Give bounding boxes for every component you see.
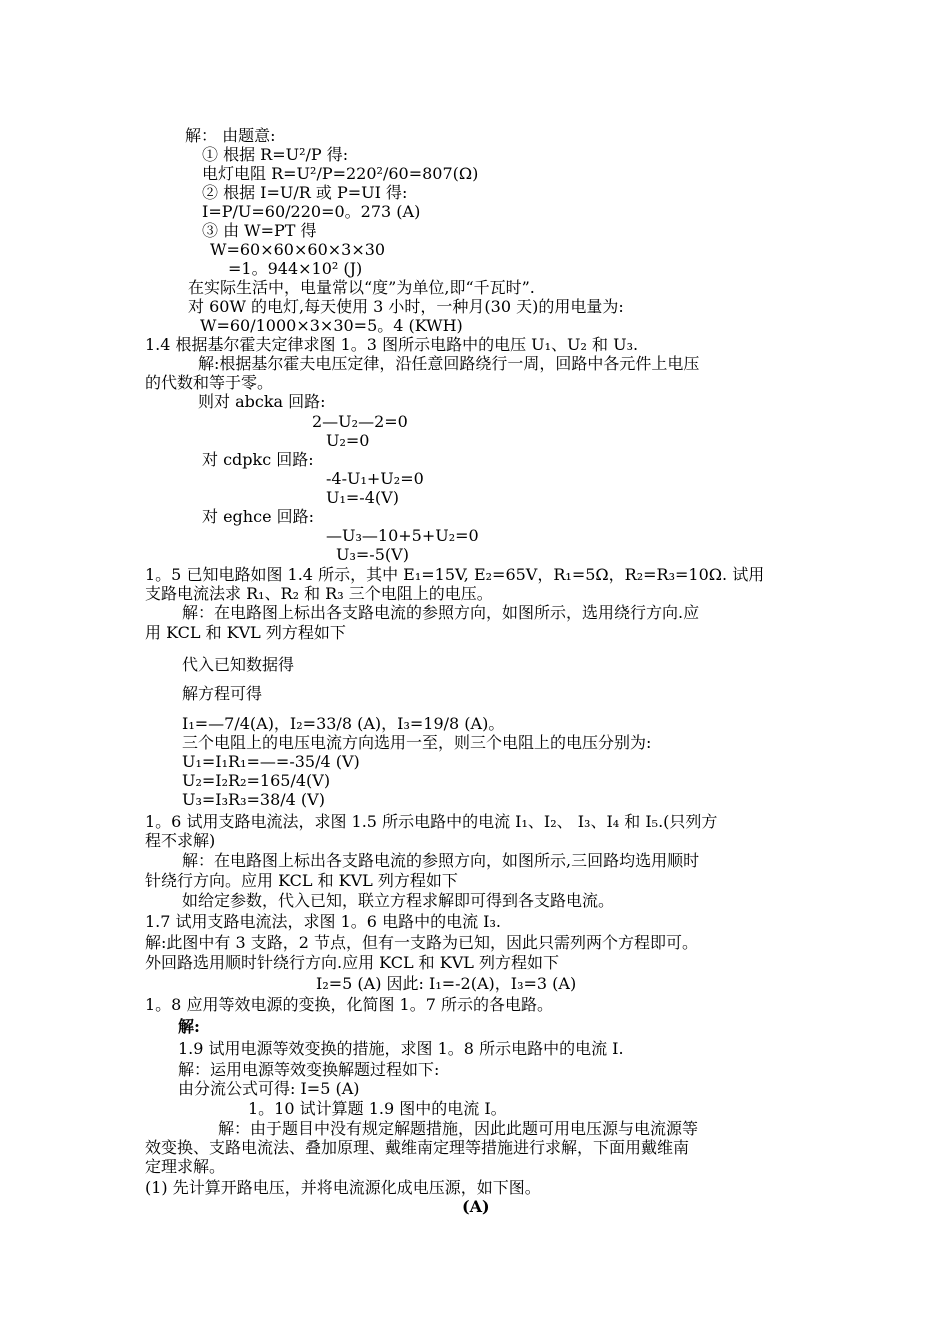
equation: U₁=I₁R₁=—=-35/4 (V) [182,752,360,771]
equation: 2—U₂—2=0 [312,412,408,431]
text-line: ② 根据 I=U/R 或 P=UI 得: [202,183,408,202]
text-line: 支路电流法求 R₁、R₂ 和 R₃ 三个电阻上的电压。 [145,584,493,603]
text-line: 对 60W 的电灯,每天使用 3 小时，一种月(30 天)的用电量为: [188,297,624,316]
equation: U₂=0 [326,431,370,450]
equation: -4-U₁+U₂=0 [326,469,424,488]
solution-label: 解: [178,1017,200,1036]
equation: U₃=-5(V) [336,545,409,564]
problem-heading: 1.4 根据基尔霍夫定律求图 1。3 图所示电路中的电压 U₁、U₂ 和 U₃. [145,335,639,354]
text-line: 在实际生活中，电量常以“度”为单位,即“千瓦时”. [188,278,535,297]
problem-heading: 1。5 已知电路如图 1.4 所示，其中 E₁=15V, E₂=65V，R₁=5Ω，R₂=R₃=10Ω. 试用 [145,565,765,584]
text-line: 针绕行方向。应用 KCL 和 KVL 列方程如下 [145,871,458,890]
text-line: ③ 由 W=PT 得 [202,221,317,240]
equation: U₂=I₂R₂=165/4(V) [182,771,331,790]
text-line: 解:根据基尔霍夫电压定律，沿任意回路绕行一周，回路中各元件上电压 [198,354,700,373]
text-line: I=P/U=60/220=0。273 (A) [202,202,421,221]
figure-label: (A) [462,1197,490,1216]
text-line: 解方程可得 [182,684,263,703]
text-line: 外回路选用顺时针绕行方向.应用 KCL 和 KVL 列方程如下 [145,953,559,972]
text-line: 解：由于题目中没有规定解题措施，因此此题可用电压源与电流源等 [218,1119,699,1138]
equation: U₁=-4(V) [326,488,399,507]
text-line: 三个电阻上的电压电流方向选用一至，则三个电阻上的电压分别为: [182,733,652,752]
text-line: ① 根据 R=U²/P 得: [202,145,349,164]
equation: —U₃—10+5+U₂=0 [326,526,479,545]
problem-heading: 1.7 试用支路电流法，求图 1。6 电路中的电流 I₃. [145,912,501,931]
text-line: 由分流公式可得: I=5 (A) [178,1079,360,1098]
text-line: 用 KCL 和 KVL 列方程如下 [145,623,346,642]
text-line: 定理求解。 [145,1157,226,1176]
text-line: 解：在电路图上标出各支路电流的参照方向，如图所示,三回路均选用顺时 [182,851,700,870]
text-line: 程不求解) [145,831,216,850]
problem-heading: 1。6 试用支路电流法，求图 1.5 所示电路中的电流 I₁、I₂、 I₃、I₄ 和 I₅.(只列方 [145,812,718,831]
text-line: 电灯电阻 R=U²/P=220²/60=807(Ω) [202,164,479,183]
problem-heading: 1。10 试计算题 1.9 图中的电流 I。 [248,1099,507,1118]
text-line: 解：运用电源等效变换解题过程如下: [178,1060,440,1079]
text-line: =1。944×10² (J) [228,259,363,278]
problem-heading: 1.9 试用电源等效变换的措施，求图 1。8 所示电路中的电流 I. [178,1039,624,1058]
text-line: 则对 abcka 回路: [198,392,326,411]
problem-heading: 1。8 应用等效电源的变换，化简图 1。7 所示的各电路。 [145,995,553,1014]
text-line: I₁=—7/4(A)，I₂=33/8 (A)，I₃=19/8 (A)。 [182,714,505,733]
equation: I₂=5 (A) 因此: I₁=-2(A)，I₃=3 (A) [316,974,577,993]
equation: U₃=I₃R₃=38/4 (V) [182,790,325,809]
text-line: 效变换、支路电流法、叠加原理、戴维南定理等措施进行求解，下面用戴维南 [145,1138,690,1157]
text-line: 如给定参数，代入已知，联立方程求解即可得到各支路电流。 [182,891,615,910]
text-line: 解：在电路图上标出各支路电流的参照方向，如图所示，选用绕行方向.应 [182,603,700,622]
text-line: 的代数和等于零。 [145,373,274,392]
text-line: 对 eghce 回路: [202,507,315,526]
text-line: (1) 先计算开路电压，并将电流源化成电压源，如下图。 [145,1178,541,1197]
text-line: 解： 由题意: [185,126,276,145]
text-line: W=60/1000×3×30=5。4 (KWH) [200,316,463,335]
text-line: W=60×60×60×3×30 [210,240,386,259]
text-line: 解:此图中有 3 支路，2 节点，但有一支路为已知，因此只需列两个方程即可。 [145,933,699,952]
text-line: 对 cdpkc 回路: [202,450,314,469]
text-line: 代入已知数据得 [182,655,295,674]
